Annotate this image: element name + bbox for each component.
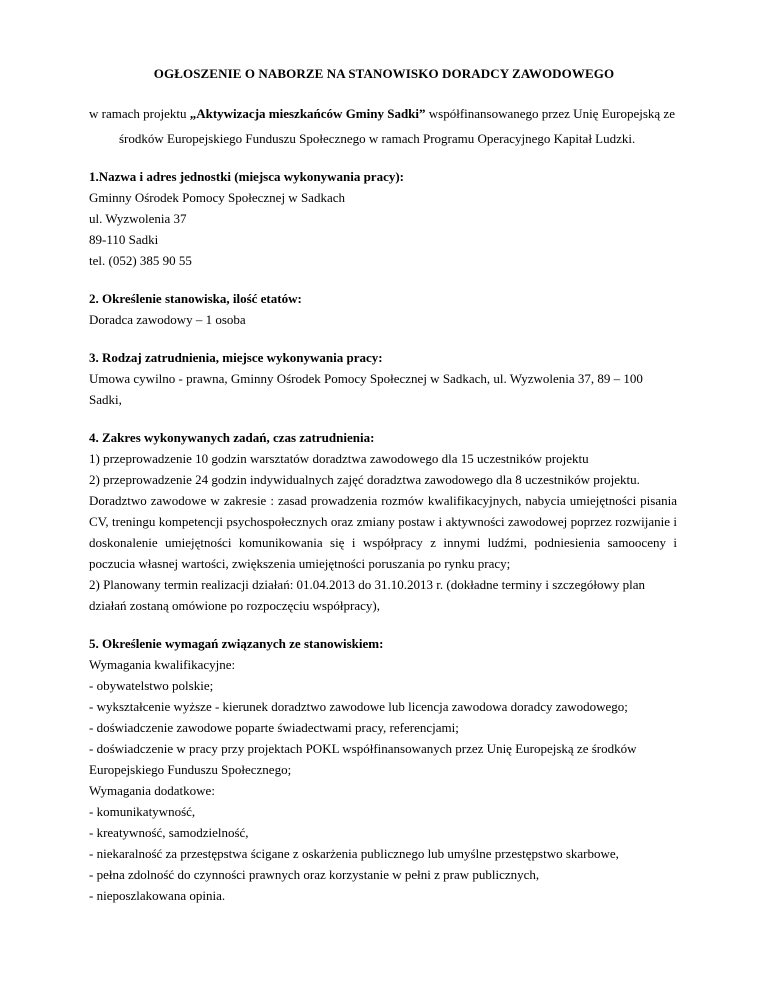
section1-line: tel. (052) 385 90 55 (89, 253, 192, 268)
section4-line: doskonalenie umiejętności komunikowania się i współpracy z innymi ludźmi, podniesienia samooceny i (89, 535, 677, 550)
project-name: „Aktywizacja mieszkańców Gminy Sadki” (189, 106, 426, 121)
section5-line: Europejskiego Funduszu Społecznego; (89, 762, 292, 777)
section4-heading: 4. Zakres wykonywanych zadań, czas zatrudnienia: (89, 430, 375, 445)
section5-line: - komunikatywność, (89, 804, 196, 819)
section3-line: Umowa cywilno - prawna, Gminny Ośrodek Pomocy Społecznej w Sadkach, ul. Wyzwolenia 37, 89 – 100 (89, 371, 643, 386)
intro-line-2: środków Europejskiego Funduszu Społecznego w ramach Programu Operacyjnego Kapitał Ludzki. (119, 131, 636, 146)
section5-line: - doświadczenie zawodowe poparte świadectwami pracy, referencjami; (89, 720, 459, 735)
section4-line: działań zostaną omówione po rozpoczęciu współpracy), (89, 598, 380, 613)
section1-heading: 1.Nazwa i adres jednostki (miejsca wykonywania pracy): (89, 169, 404, 184)
section1-line: ul. Wyzwolenia 37 (89, 211, 187, 226)
section2-heading: 2. Określenie stanowiska, ilość etatów: (89, 291, 302, 306)
section5-line: - doświadczenie w pracy przy projektach POKL współfinansowanych przez Unię Europejską ze środków (89, 741, 637, 756)
section5-line: Wymagania kwalifikacyjne: (89, 657, 236, 672)
intro-post: współfinansowanego przez Unię Europejską ze (425, 106, 675, 121)
section3-heading: 3. Rodzaj zatrudnienia, miejsce wykonywania pracy: (89, 350, 383, 365)
section5-heading: 5. Określenie wymagań związanych ze stanowiskiem: (89, 636, 384, 651)
section5-line: Wymagania dodatkowe: (89, 783, 215, 798)
section5-line: - pełna zdolność do czynności prawnych oraz korzystanie w pełni z praw publicznych, (89, 867, 540, 882)
section5-line: - wykształcenie wyższe - kierunek doradztwo zawodowe lub licencja zawodowa doradcy zawodowego; (89, 699, 628, 714)
section4-line: Doradztwo zawodowe w zakresie : zasad prowadzenia rozmów kwalifikacyjnych, nabycia umiejętności pisania (89, 493, 677, 508)
intro-pre: w ramach projektu (89, 106, 190, 121)
section5-line: - obywatelstwo polskie; (89, 678, 214, 693)
section4-line: poczucia własnej wartości, zwiększenia umiejętności poruszania po rynku pracy; (89, 556, 511, 571)
section1-line: Gminny Ośrodek Pomocy Społecznej w Sadkach (89, 190, 345, 205)
section5-line: - kreatywność, samodzielność, (89, 825, 249, 840)
section4-line: CV, treningu kompetencji psychospołecznych oraz zmiany postaw i aktywności zawodowej poprzez rozwijanie i (89, 514, 677, 529)
document-title: OGŁOSZENIE O NABORZE NA STANOWISKO DORADCY ZAWODOWEGO (153, 66, 615, 81)
section5-line: - niekaralność za przestępstwa ścigane z oskarżenia publicznego lub umyślne przestępstwo skarbowe, (89, 846, 619, 861)
section3-line: Sadki, (89, 392, 122, 407)
section4-line: 1) przeprowadzenie 10 godzin warsztatów doradztwa zawodowego dla 15 uczestników projektu (89, 451, 589, 466)
section1-line: 89-110 Sadki (89, 232, 159, 247)
section2-line: Doradca zawodowy – 1 osoba (89, 312, 246, 327)
section5-line: - nieposzlakowana opinia. (89, 888, 226, 903)
intro-line-1 (89, 106, 675, 122)
section4-line: 2) Planowany termin realizacji działań: 01.04.2013 do 31.10.2013 r. (dokładne terminy i szczegółowy plan (89, 577, 645, 592)
section4-line: 2) przeprowadzenie 24 godzin indywidualnych zajęć doradztwa zawodowego dla 8 uczestników projektu. (89, 472, 640, 487)
